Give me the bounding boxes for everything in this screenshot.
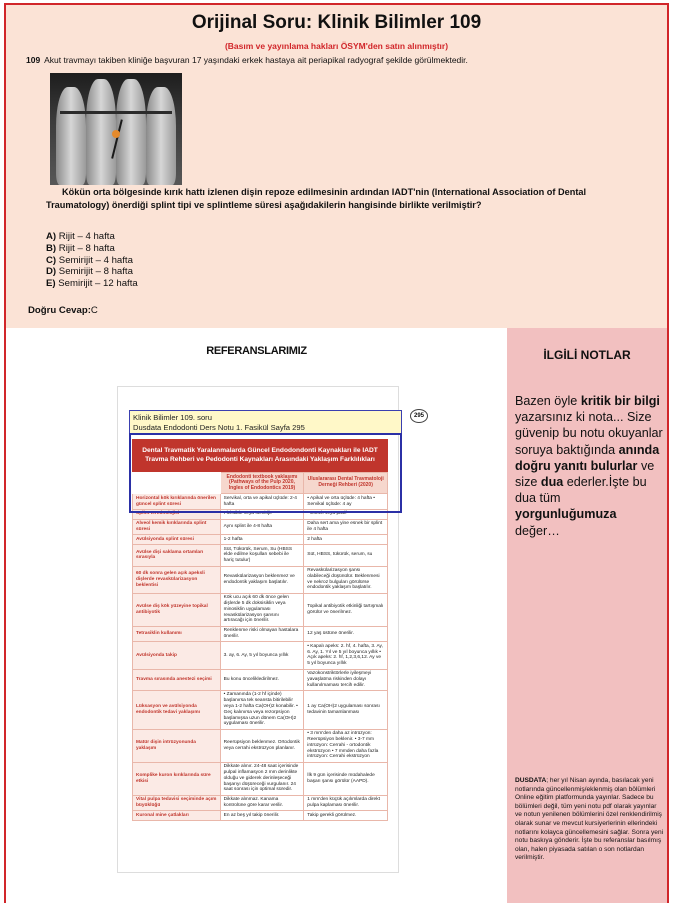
option-c[interactable] xyxy=(46,255,138,267)
xray-image xyxy=(50,73,182,185)
notes-panel xyxy=(507,328,667,903)
row-iadt: Revaskülarizasyon şansı olabileceği düşünülür. Beklenmesi ve nekroz bulguları görülürse endodontik yaklaşım başlatılır. xyxy=(304,566,388,593)
answer-value: C xyxy=(90,305,98,316)
references-panel xyxy=(6,328,507,903)
row-iadt: 1 mm'den küçük açılımlarda direkt pulpa kaplaması önerilir. xyxy=(304,795,388,811)
row-iadt: • 3 mm'den daha az intrüzyon: Reerüpsiyon beklenir. • 3-7 mm intrüzyon: Cerrahi - ortodontik ekstrüzyon • 7 mmden daha fazla intrüzyon: Cerrahi ekstrüzyon xyxy=(304,729,388,762)
row-textbook: 1-2 hafta xyxy=(220,535,304,545)
option-letter: B) xyxy=(46,242,57,254)
row-topic: Vital pulpa tedavisi seçiminde açım büyüklüğü xyxy=(133,795,221,811)
table-row xyxy=(133,762,388,795)
row-iadt: • Kapalı apeks: 2. hf, 4. hafta, 3. Ay, 6. Ay, 1. Yıl ve 5 yıl boyunca yıllık • Açık apeks: 2. hf, 1,2,3,6,12. Ay ve 5 yıl boyunca yıllık xyxy=(304,642,388,669)
option-letter: D) xyxy=(46,266,57,278)
option-d[interactable] xyxy=(46,266,138,278)
row-iadt: İlk 9 gün içerisinde müdahalede başarı şansı görülür (AAPD). xyxy=(304,762,388,795)
option-letter: E) xyxy=(46,278,56,290)
notes-text: ve size xyxy=(515,458,655,490)
copyright-note: (Basım ve yayınlama hakları ÖSYM'den satın alınmıştır) xyxy=(224,41,449,51)
answer-options xyxy=(46,231,138,290)
row-textbook: Revaskülarizasyon beklenmez ve endodontik yaklaşım başlatılır. xyxy=(220,566,304,593)
row-textbook: Dikkate alınır. 24-48 saat içerisinde pulpal inflamasyon 2 mm derinlikte olduğu ve giderek derinleşeceği başarıyı düşüreceği vurgulanır. 24 saat sonrası için optimal süredir. xyxy=(220,762,304,795)
page-heading-line2: Travma Rehberi ve Pedodonti Kaynakları Arasındaki Yaklaşım Farklılıkları xyxy=(145,456,375,463)
correct-answer xyxy=(28,305,98,316)
row-textbook: • Zamanında (1-2 hf içinde) başlanırsa tek seansta bitirilebilir veya 1-2 hafta Ca(OH)2 konabilir. • Geç kalınırsa veya rezorpsiyon başlamışsa uzun dönem Ca(OH)2 uygulaması önerilir. xyxy=(220,690,304,729)
option-b[interactable] xyxy=(46,243,138,255)
option-text: Semirijit – 4 hafta xyxy=(58,254,133,266)
row-topic: Alveol kemik kırıklarında splint süresi xyxy=(133,519,221,535)
notes-bold: anında doğru yanıtı bulurlar xyxy=(515,442,660,473)
tooth-central-right xyxy=(116,79,146,185)
notes-text: Bazen öyle xyxy=(515,394,581,408)
row-iadt: Daha sert ama yine esnek bir splint ile 4 hafta xyxy=(304,519,388,535)
row-textbook: Servikal, orta ve apikal üçlüde: 2-4 hafta xyxy=(220,494,304,510)
notes-bold: yorgunluğumuza xyxy=(515,507,617,522)
table-row xyxy=(133,811,388,821)
page-frame xyxy=(4,3,669,903)
question-stem-text: Kökün orta bölgesinde kırık hattı izlenen dişin repoze edilmesinin ardından IADT'nin (International Association of Dental Traumatology) önerdiği splint tipi ve splintleme süresi aşağıdakilerin hangisinde birlikte verilmiştir? xyxy=(46,187,587,210)
dusdata-note xyxy=(515,777,665,863)
header-right: Uluslararası Dental Travmatoloji Derneği Rehberi (2020) xyxy=(304,473,388,494)
row-iadt: Topikal antibiyotik etkinliği tartışmalı görülür ve önerilmez. xyxy=(304,593,388,626)
row-topic: Horizontal kök kırıklarında önerilen güncel splint süresi xyxy=(133,494,221,510)
row-textbook: Dikkate alınmaz. Kanama kontrolüne göre karar verilir. xyxy=(220,795,304,811)
row-topic: Avülsiyonda splint süresi xyxy=(133,535,221,545)
row-iadt: Vazokonstriktörlerle iyileşmeyi yavaşlatma riskinden dolayı kullanılmaması tercih edilir. xyxy=(304,669,388,690)
question-stem xyxy=(46,186,636,212)
option-letter: C) xyxy=(46,254,57,266)
option-a[interactable] xyxy=(46,231,138,243)
row-topic: Matür dişin intrüzyonunda yaklaşım xyxy=(133,729,221,762)
table-row xyxy=(133,642,388,669)
page-title: Orijinal Soru: Klinik Bilimler 109 xyxy=(191,12,482,33)
option-letter: A) xyxy=(46,231,57,242)
table-row xyxy=(133,545,388,566)
notes-text: yazarsınız ki nota... Size güvenip bu notu okuyanlar soruya baktığında xyxy=(515,410,663,457)
notes-bold: dua xyxy=(540,475,564,490)
table-row xyxy=(133,729,388,762)
row-topic: 60 dk sonra gelen açık apeksli dişlerde revaskülarizasyon beklentisi xyxy=(133,566,221,593)
row-iadt: Süt, HBSS, tükürük, serum, su xyxy=(304,545,388,566)
row-textbook: Bu konu öncelikledirilmez. xyxy=(220,669,304,690)
row-topic: Splint terminolojisi xyxy=(133,509,221,519)
row-topic: Avülse diş kök yüzeyine topikal antibiyotik xyxy=(133,593,221,626)
row-topic: Travma sırasında anestezi seçimi xyxy=(133,669,221,690)
row-iadt: 12 yaş üstüne önerilir. xyxy=(304,626,388,642)
row-textbook: 3. ay, 6. Ay, 5 yıl boyunca yıllık xyxy=(220,642,304,669)
row-textbook: Süt, Tükürük, Serum, Su (HBSS elde edilme koşulları sebebi ile hariç tutulur) xyxy=(220,545,304,566)
splint-wire xyxy=(60,111,172,114)
row-topic: Komplike kuron kırıklarında süre etkisi xyxy=(133,762,221,795)
row-topic: Lüksasyon ve avülsiyonda endodontik tedavi yaklaşımı xyxy=(133,690,221,729)
table-row xyxy=(133,519,388,535)
dusdata-text: ; her yıl Nisan ayında, basılacak yeni notlarında güncellenmiş/eklenmiş olan bölümleri Online eğitim platformunda yayınlar. Sadece bu bölümleri değil, tüm yeni notu pdf olarak yayınlar ve notun yenilenen bölümlerini özel renklendirilmiş olarak sunar ve mevcut kursiyerlerinin ellerindeki notlarını kolayca güncellemesini sağlar. Sonra yeni notu baskıya gönderir. İşte bu referanslar basılmış olan, halen piyasada satılan o son notlardan verilmiştir. xyxy=(515,777,664,862)
row-textbook: Renklenme riski olmayan hastalara önerilir. xyxy=(220,626,304,642)
row-topic: Avülse dişi saklama ortamları sırasıyla xyxy=(133,545,221,566)
question-intro xyxy=(26,55,468,65)
question-intro-text: Akut travmayı takiben kliniğe başvuran 17 yaşındaki erkek hastaya ait periapikal radyograf şekilde görülmektedir. xyxy=(44,55,468,65)
row-textbook: En az beş yıl takip önerilir. xyxy=(220,811,304,821)
dusdata-label: DUSDATA xyxy=(515,777,547,784)
row-textbook: Reerüpsiyon beklenmez. Ortodontik veya cerrahi ekstrüzyon planlanır. xyxy=(220,729,304,762)
notes-text: ederler.İşte bu dua tüm xyxy=(515,475,647,506)
tooth-left xyxy=(56,87,86,185)
tooth-right xyxy=(146,87,176,185)
row-topic: Avülsiyonda takip xyxy=(133,642,221,669)
table-row xyxy=(133,593,388,626)
header-mid: Endodonti textbook yaklaşımı (Pathways of the Pulp 2020, Ingles of Endodontics 2019) xyxy=(220,473,304,494)
table-row xyxy=(133,535,388,545)
table-row xyxy=(133,566,388,593)
question-number: 109 xyxy=(26,55,41,65)
row-iadt: 1 ay Ca(OH)2 uygulaması sonrası tedavinin tamamlanması xyxy=(304,690,388,729)
row-iadt: 2 hafta xyxy=(304,535,388,545)
source-line2: Dusdata Endodonti Ders Notu 1. Fasikül Sayfa 295 xyxy=(133,422,305,432)
row-textbook: Kök ucu açık 60 dk önce gelen dişlerde 5 dk doksisiklin veya minosiklin uygulaması revaskülarizasyon şansını artıracağı için önerilir. xyxy=(220,593,304,626)
source-line1: Klinik Bilimler 109. soru xyxy=(133,413,212,422)
highlight-box xyxy=(129,433,402,513)
notes-title: İLGİLİ NOTLAR xyxy=(543,348,631,362)
row-iadt: • Esnek veya pasif xyxy=(304,509,388,519)
fracture-marker xyxy=(112,130,120,138)
comparison-table xyxy=(132,472,388,821)
option-text: Rijit – 4 hafta xyxy=(58,231,115,242)
source-label xyxy=(129,410,402,434)
table-row xyxy=(133,690,388,729)
page-heading-line1: Dental Travmatik Yaralanmalarda Güncel Endodondonti Kaynakları ile IADT xyxy=(142,447,378,454)
references-title: REFERANSLARIMIZ xyxy=(206,345,307,357)
notes-body xyxy=(515,393,663,539)
option-text: Rijit – 8 hafta xyxy=(58,242,115,254)
table-row xyxy=(133,795,388,811)
table-row xyxy=(133,626,388,642)
notes-text: değer… xyxy=(515,523,560,538)
option-text: Semirijit – 12 hafta xyxy=(58,278,138,290)
option-e[interactable] xyxy=(46,278,138,290)
page-number-badge: 295 xyxy=(410,409,428,423)
row-topic: Kuronal mine çatlakları xyxy=(133,811,221,821)
question-section xyxy=(6,5,667,327)
option-text: Semirijit – 8 hafta xyxy=(58,266,133,278)
row-iadt: Takip gerekli görülmez. xyxy=(304,811,388,821)
table-row xyxy=(133,669,388,690)
notes-bold: kritik bir bilgi xyxy=(580,394,660,408)
row-topic: Tetrasiklin kullanımı xyxy=(133,626,221,642)
answer-label: Doğru Cevap: xyxy=(28,305,91,316)
row-textbook: Fleksible veya semirijit xyxy=(220,509,304,519)
row-iadt: • Apikal ve orta üçlüde: 4 hafta • Servikal üçlüde: 4 ay xyxy=(304,494,388,510)
row-textbook: Aynı splint ile 4-8 hafta xyxy=(220,519,304,535)
